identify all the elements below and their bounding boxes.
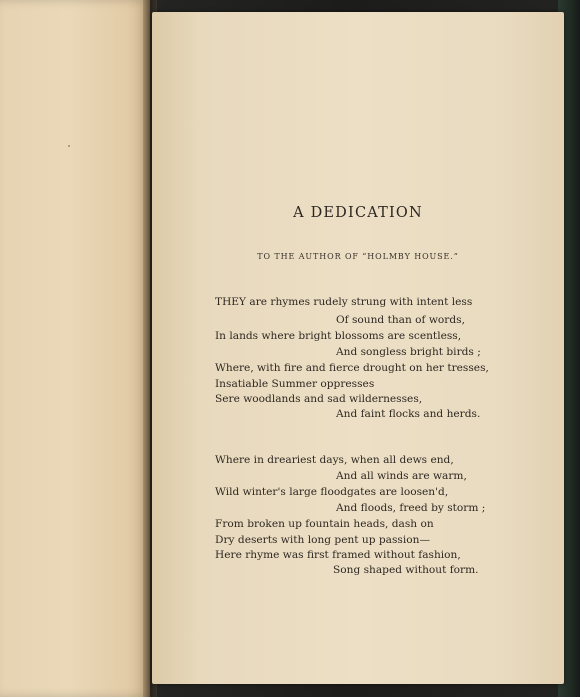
poem-line: And floods, freed by storm ; [336,502,486,514]
poem-line: Here rhyme was first framed without fashion, [215,549,461,561]
poem-line: THEY are rhymes rudely strung with intent less [215,296,473,308]
poem-line: Song shaped without form. [333,564,479,576]
left-page [0,0,150,697]
poem-line: Sere woodlands and sad wildernesses, [215,393,423,405]
poem-line: Where in dreariest days, when all dews end, [215,454,454,466]
poem-line: Of sound than of words, [336,314,465,326]
poem-line: From broken up fountain heads, dash on [215,518,434,530]
poem-line: And faint flocks and herds. [336,408,481,420]
poem-line: In lands where bright blossoms are scentless, [215,330,462,342]
poem-line: Dry deserts with long pent up passion— [215,534,431,546]
poem-line: Wild winter's large floodgates are loosen'd, [215,486,449,498]
poem-line: Where, with fire and fierce drought on her tresses, [215,362,489,374]
poem-line: And all winds are warm, [336,470,467,482]
paper-speck [68,145,70,147]
dedication-heading: A DEDICATION [293,205,423,221]
poem-line: Insatiable Summer oppresses [215,378,375,390]
poem-line: And songless bright birds ; [336,346,481,358]
dedication-subheading: TO THE AUTHOR OF “HOLMBY HOUSE.” [257,252,459,261]
